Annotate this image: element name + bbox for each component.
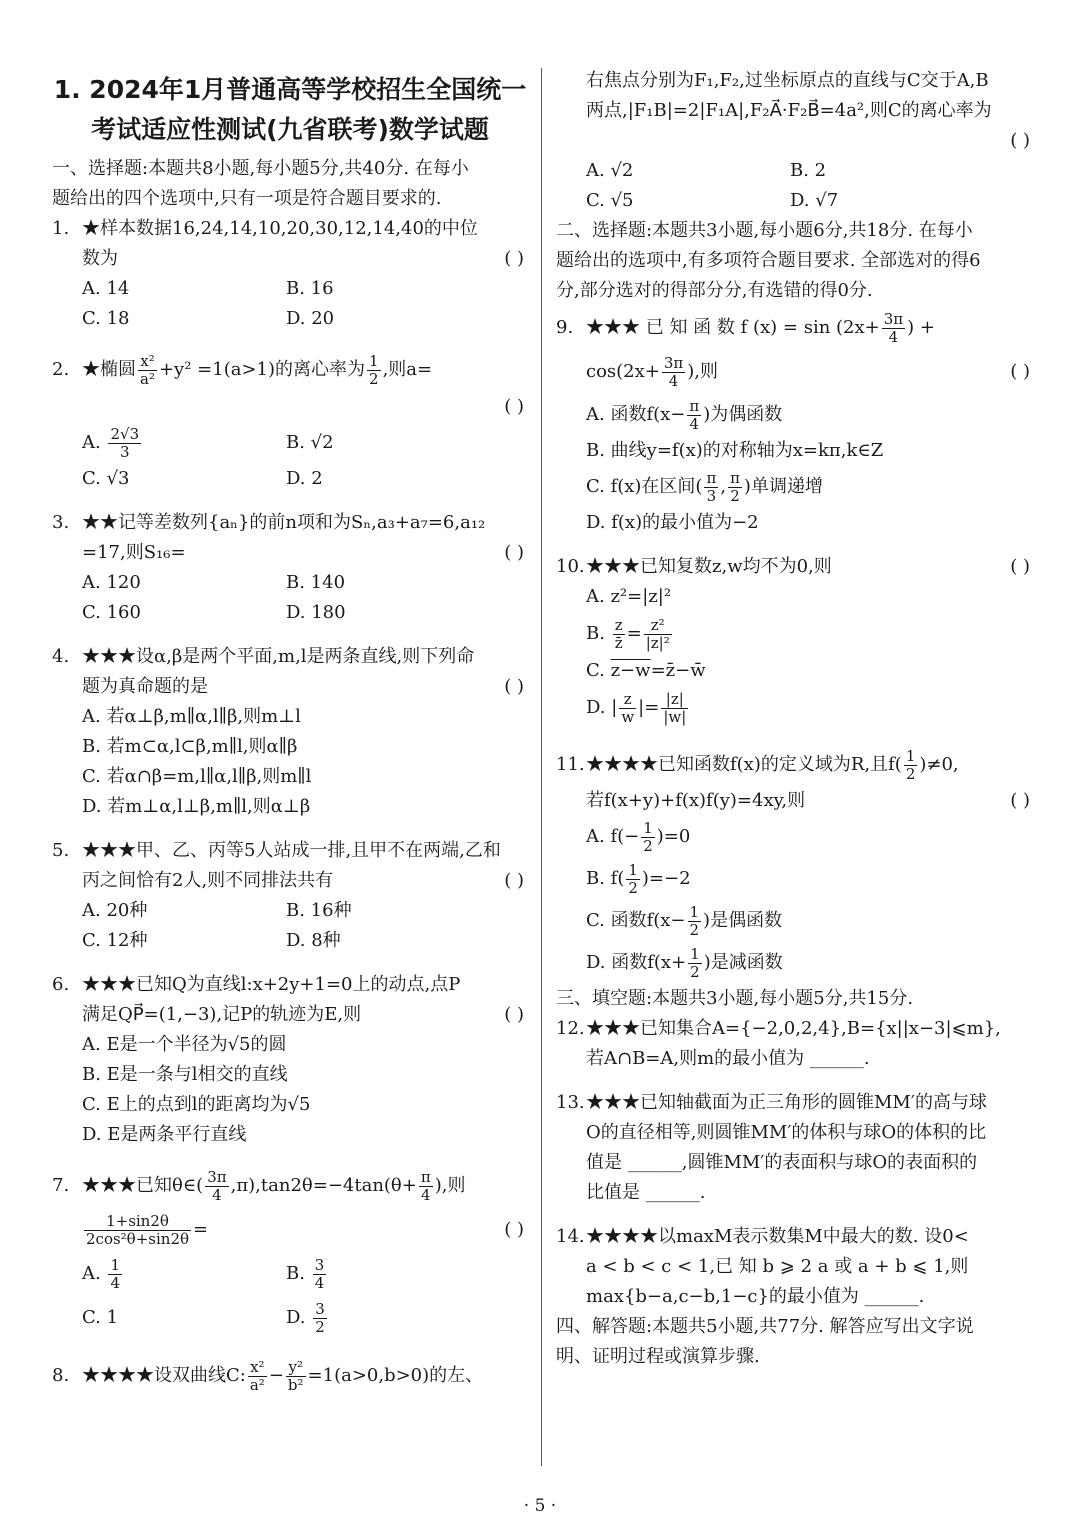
answer-paren: ( ) xyxy=(1010,790,1030,811)
option-d: D. 2 xyxy=(286,468,323,489)
option-a: A. √2 xyxy=(586,160,634,181)
answer-paren: ( ) xyxy=(1010,130,1030,151)
right-column xyxy=(556,66,1034,1372)
option-a: A. E是一个半径为√5的圆 xyxy=(82,1034,287,1055)
question-10: 10.★★★已知复数z,w均不为0,则 ( ) A. z²=|z|² B. $\frac{z}{z̄}$ = $\frac{\text{z²}}{\text{|z|²}}$ C. z−w=z̄−w̄ D. | $\frac{z}{w}$ |= $\frac{|z|}{|w|}$ xyxy=(556,552,1034,730)
question-3: 3. ★★记等差数列{aₙ}的前n项和为Sₙ,a₃+a₇=6,a₁₂ =17,则S₁₆= ( ) A. 120 B. 140 C. 160 D. 180 xyxy=(52,508,528,628)
option-c: C. 18 xyxy=(82,308,130,329)
option-d: D. 若m⊥α,l⊥β,m∥l,则α⊥β xyxy=(82,796,311,817)
option-b: B. f( $\frac{1}{2}$ )=−2 xyxy=(586,860,691,897)
section-1-intro: 一、选择题:本题共8小题,每小题5分,共40分. 在每小 题给出的四个选项中,只有一项是符合题目要求的. xyxy=(52,158,469,209)
option-b: B. 16种 xyxy=(286,900,352,921)
answer-paren: ( ) xyxy=(504,1004,524,1025)
answer-paren: ( ) xyxy=(504,870,524,891)
option-a: A. 20种 xyxy=(82,900,148,921)
option-a: A. 14 xyxy=(82,278,130,299)
option-c: C. 函数f(x− $\frac{1}{2}$ )是偶函数 xyxy=(586,902,783,939)
answer-paren: ( ) xyxy=(504,542,524,563)
section-4-intro: 四、解答题:本题共5小题,共77分. 解答应写出文字说 明、证明过程或演算步骤. xyxy=(556,1316,974,1367)
question-9: 9. ★★★ 已 知 函 数 f (x) = sin (2x+ $\frac{3\pi}{4}$ ) + cos(2x+ $\frac{3\pi}{4}$ ),则 ( ) A. 函数f(x− $\frac{\pi}{4}$ )为偶函数 B. 曲线y=f(x)的对称轴为x=kπ,k∈Z C. f(x)在区间( $\frac{\pi}{3}$ , $\frac{\pi}{2}$ )单调递增 D. f(x)的最小值为−2 xyxy=(556,306,1034,538)
question-11: 11.★★★★已知函数f(x)的定义域为R,且f( $\frac{1}{2}$ )≠0, 若f(x+y)+f(x)f(y)=4xy,则 ( ) A. f(− $\frac{1}{2}$ )=0 B. f( $\frac{1}{2}$ )=−2 C. 函数f(x− $\frac{1}{2}$ )是偶函数 D. 函数f(x+ $\frac{1}{2}$ )是减函数 xyxy=(556,744,1034,984)
option-c: C. √5 xyxy=(586,190,634,211)
option-c: C. z−w=z̄−w̄ xyxy=(586,660,706,681)
answer-paren: ( ) xyxy=(1010,556,1030,577)
section-3-intro: 三、填空题:本题共3小题,每小题5分,共15分. xyxy=(556,988,914,1009)
question-8: 8. ★★★★设双曲线C: $\frac{\text{x²}}{\text{a²}}$ − $\frac{\text{y²}}{\text{b²}}$ =1(a>0,b>0)的左、 xyxy=(52,1357,484,1394)
question-13: 13.★★★已知轴截面为正三角形的圆锥MM′的高与球 O的直径相等,则圆锥MM′的体积与球O的体积的比 值是 ______,圆锥MM′的表面积与球O的表面积的 比值是 ______. xyxy=(556,1092,987,1203)
section-2-intro: 二、选择题:本题共3小题,每小题6分,共18分. 在每小 题给出的选项中,有多项符合题目要求. 全部选对的得6 分,部分选对的得部分分,有选错的得0分. xyxy=(556,220,981,301)
option-c: C. f(x)在区间( $\frac{\pi}{3}$ , $\frac{\pi}{2}$ )单调递增 xyxy=(586,468,823,505)
answer-paren: ( ) xyxy=(504,396,524,417)
option-a: A. $\frac{2√3}{3}$ xyxy=(82,424,140,461)
option-b: B. √2 xyxy=(286,432,334,453)
option-d: D. | $\frac{z}{w}$ |= $\frac{|z|}{|w|}$ xyxy=(586,689,687,726)
option-b: B. 16 xyxy=(286,278,334,299)
option-d: D. 180 xyxy=(286,602,346,623)
question-7: 7. ★★★已知θ∈( $\frac{3\pi}{4}$ ,π),tan2θ=−4tan(θ+ $\frac{\pi}{4}$ ),则 $\frac{1+\sin 2\theta}{\text{2cos²θ+sin2θ}}$ = ( ) A. $\frac{1}{4}$ B. $\frac{3}{4}$ C. 1 D. $\frac{3}{2}$ xyxy=(52,1164,528,1340)
option-b: B. 140 xyxy=(286,572,346,593)
option-b: B. $\frac{3}{4}$ xyxy=(286,1255,325,1292)
option-c: C. E上的点到l的距离均为√5 xyxy=(82,1094,311,1115)
option-c: C. 1 xyxy=(82,1307,119,1328)
option-d: D. f(x)的最小值为−2 xyxy=(586,512,759,533)
left-column xyxy=(52,62,528,1398)
title-line-2: 考试适应性测试(九省联考)数学试题 xyxy=(91,115,489,144)
option-b: B. $\frac{z}{z̄}$ = $\frac{\text{z²}}{\text{|z|²}}$ xyxy=(586,615,670,652)
option-d: D. E是两条平行直线 xyxy=(82,1124,247,1145)
page-number: · 5 · xyxy=(523,1496,557,1516)
option-a: A. 函数f(x− $\frac{\pi}{4}$ )为偶函数 xyxy=(586,396,783,433)
exam-title xyxy=(52,70,528,150)
option-d: D. $\frac{3}{2}$ xyxy=(286,1299,325,1336)
question-6: 6. ★★★已知Q为直线l:x+2y+1=0上的动点,点P 满足QP⃗=(1,−3),记P的轨迹为E,则 ( ) A. E是一个半径为√5的圆 B. E是一条与l相交的直线 C. E上的点到l的距离均为√5 D. E是两条平行直线 xyxy=(52,970,528,1150)
option-d: D. 函数f(x+ $\frac{1}{2}$ )是减函数 xyxy=(586,944,783,981)
question-14: 14.★★★★以maxM表示数集M中最大的数. 设0< a < b < c < 1,已 知 b ⩾ 2 a 或 a + b ⩽ 1,则 max{b−a,c−b,1−c}的最小值为 ______. xyxy=(556,1226,969,1307)
question-4: 4. ★★★设α,β是两个平面,m,l是两条直线,则下列命 题为真命题的是 ( ) A. 若α⊥β,m∥α,l∥β,则m⊥l B. 若m⊂α,l⊂β,m∥l,则α∥β C. 若α∩β=m,l∥α,l∥β,则m∥l D. 若m⊥α,l⊥β,m∥l,则α⊥β xyxy=(52,642,528,822)
option-a: A. f(− $\frac{1}{2}$ )=0 xyxy=(586,818,691,855)
option-a: A. 120 xyxy=(82,572,141,593)
option-a: A. z²=|z|² xyxy=(586,586,672,607)
title-line-1: 1. 2024年1月普通高等学校招生全国统一 xyxy=(53,75,527,104)
option-b: B. 若m⊂α,l⊂β,m∥l,则α∥β xyxy=(82,736,298,757)
option-d: D. 20 xyxy=(286,308,335,329)
option-c: C. 160 xyxy=(82,602,141,623)
question-5: 5. ★★★甲、乙、丙等5人站成一排,且甲不在两端,乙和 丙之间恰有2人,则不同排法共有 ( ) A. 20种 B. 16种 C. 12种 D. 8种 xyxy=(52,836,528,956)
option-d: D. √7 xyxy=(790,190,839,211)
option-d: D. 8种 xyxy=(286,930,341,951)
fraction: $\frac{\text{x²}}{\text{a²}}$ xyxy=(140,351,155,388)
answer-paren: ( ) xyxy=(504,1219,524,1240)
question-number: 1. xyxy=(52,218,70,239)
option-a: A. $\frac{1}{4}$ xyxy=(82,1255,121,1292)
option-c: C. 若α∩β=m,l∥α,l∥β,则m∥l xyxy=(82,766,312,787)
option-b: B. 2 xyxy=(790,160,827,181)
option-c: C. 12种 xyxy=(82,930,148,951)
question-12: 12.★★★已知集合A={−2,0,2,4},B={x||x−3|⩽m}, 若A∩B=A,则m的最小值为 ______. xyxy=(556,1018,1001,1069)
question-8-continued: 右焦点分别为F₁,F₂,过坐标原点的直线与C交于A,B 两点,|F₁B|=2|F₁A|,F₂A⃗·F₂B⃗=4a²,则C的离心率为 ( ) A. √2 B. 2 C. √5 D. √7 xyxy=(556,66,1034,216)
option-b: B. 曲线y=f(x)的对称轴为x=kπ,k∈Z xyxy=(586,440,884,461)
question-1: 1. ★样本数据16,24,14,10,20,30,12,14,40的中位 数为 ( ) A. 14 B. 16 C. 18 D. 20 xyxy=(52,214,528,334)
option-a: A. 若α⊥β,m∥α,l∥β,则m⊥l xyxy=(82,706,301,727)
column-divider xyxy=(541,68,542,1466)
answer-paren: ( ) xyxy=(504,676,524,697)
option-b: B. E是一条与l相交的直线 xyxy=(82,1064,288,1085)
question-2: 2. ★椭圆 $\frac{\text{x²}}{\text{a²}}$ +y² =1(a>1)的离心率为 $\frac{1}{2}$ ,则a= ( ) A. $\frac{2√3}{3}$ B. √2 C. √3 D. 2 xyxy=(52,348,528,494)
answer-paren: ( ) xyxy=(1010,361,1030,382)
option-c: C. √3 xyxy=(82,468,130,489)
answer-paren: ( ) xyxy=(504,248,524,269)
